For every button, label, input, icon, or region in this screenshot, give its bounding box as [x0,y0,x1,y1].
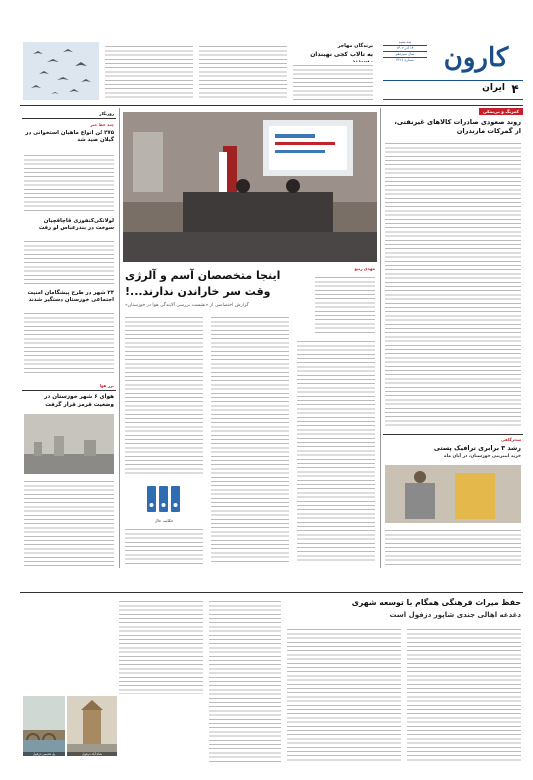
left-headline2: لولاتکی‌کنفوزی قاچاقچیان سوخت در بندرعباس لو رفت [38,218,114,232]
bottom-photo-2 [23,696,65,756]
left-tag3: برر هوا [99,383,114,388]
postman-illustration [385,465,521,523]
conference-photo-illustration [123,112,377,262]
main-story-byline [354,266,375,271]
date-full: ۱۴ آذر ۱۴۰۲ [383,45,427,51]
bottom-body-col4 [119,598,203,694]
bottom-story [23,596,523,766]
left-body1 [24,152,114,212]
issue-line: شماره ۳۶۱۶ [383,57,427,63]
post-box-photo [385,465,521,523]
birds-photo [23,42,99,100]
main-story-body-col3 [125,314,203,474]
smog-city-illustration [24,414,114,474]
newspaper-logo: کارون [443,43,509,73]
top-divider [20,105,523,106]
left-section-bar2 [22,382,116,391]
right-column [383,108,523,568]
year-line: سال سیزدهم [383,51,427,57]
post-box-body [385,527,521,567]
masthead [383,40,523,100]
monument-illustration [67,696,117,756]
post-traffic-box [383,434,523,569]
post-box-headline: رشد ۳ برابری ترافیک پستی [433,444,521,452]
left-section-tag: روزنگار [99,111,114,116]
section-bar [383,80,523,100]
smog-photo [24,414,114,474]
date-day: سه شنبه [398,40,412,44]
bottom-body-col1 [407,626,521,762]
top-story-body-col2 [199,43,287,101]
left-column [22,110,116,568]
main-story-lead [315,274,375,334]
main-story-subheadline: گزارش اختصاصی از «نشست بررسی آلایندگی هوا در خوزستان» [125,303,249,308]
top-story-headline: به تالاب کجی نهبندان [310,51,373,58]
bottom-photo-1-caption: شاه آباد دزفول [67,752,117,756]
left-body3 [24,310,114,376]
post-box-subheadline: خرید اینترنتی خوزستان، در آبان ماه [444,454,521,459]
top-story [23,40,375,102]
main-story [123,112,377,568]
bottom-body-col3 [209,598,281,762]
main-story-body-col1 [297,338,375,564]
bottom-divider [20,592,523,593]
caption-body [125,526,203,564]
right-column-divider [380,108,381,568]
page-number: ۴ [511,82,519,96]
main-story-headline-line2: وقت سر خاراندن ندارند...! [125,285,271,298]
right-column-tag: کمرنگ و بی‌نمکی [479,108,523,115]
left-tag2: چند خط خبر [90,122,114,127]
left-column-divider [119,108,120,568]
byline-text: مهدی ربیع [354,266,375,271]
main-story-photo [123,112,377,262]
post-box-tag: سحرگاهی [501,437,521,442]
files-icon-graphic [145,484,183,514]
left-body2 [24,238,114,286]
main-story-body-col2 [211,314,289,564]
left-headline1: ۲۷۵ تُن انواع ماهیان استخوانی در گیلان صید شد [25,130,114,144]
files-icon [145,484,183,514]
main-story-caption-box [125,478,203,564]
bottom-photo-1 [67,696,117,756]
bottom-photo-2-caption: پل قدیمی دزفول [23,752,65,756]
top-story-kicker: پرندگان مهاجر [337,43,373,49]
bottom-body-col2 [287,626,401,762]
bottom-headline-line2: دغدغه اهالی جندی شاپور دزفول است [389,611,521,619]
section-title: ایران [482,83,505,93]
left-body4 [24,478,114,566]
left-column-section-bar [22,110,116,119]
bottom-headline-line1: حفظ میراث فرهنگی همگام با توسعه شهری [351,598,521,607]
top-story-body-col3 [105,43,193,101]
top-story-body [293,62,373,102]
bridge-illustration [23,696,65,756]
birds-illustration [23,42,99,100]
right-column-headline: روند صعودی صادرات کالاهای غیرنفتی، از گمرکات مازندران [394,118,521,135]
caption-tag: حکایت حال [154,518,174,523]
left-headline4: هوای ۶ شهر خوزستان در وضعیت قرمز قرار گرفت [44,394,114,408]
right-column-body [385,140,521,428]
masthead-date-box [383,40,427,76]
left-headline3: ۲۴ شهر در طرح پیشگامان امنیت اجتماعی خوزستان دستگیر شدند [27,290,114,304]
main-story-headline-line1: اینجا متخصصان آسم و آلرژی [125,269,281,282]
